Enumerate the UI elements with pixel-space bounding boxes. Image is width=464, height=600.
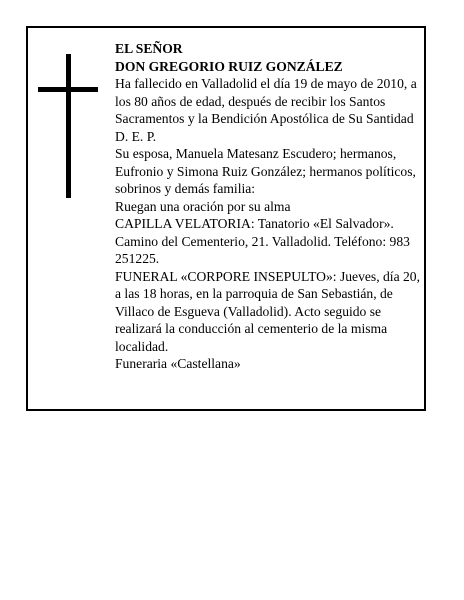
- prayer-request: Ruegan una oración por su alma: [115, 198, 291, 214]
- cross-vertical-bar: [66, 54, 71, 198]
- notice-heading-name: DON GREGORIO RUIZ GONZÁLEZ: [115, 58, 343, 74]
- latin-cross-icon: [38, 54, 98, 198]
- family-members: Su esposa, Manuela Matesanz Escudero; hermanos, Eufronio y Simona Ruiz González; hermanos políticos, sobrinos y demás familia:: [115, 146, 416, 196]
- notice-text: [115, 40, 421, 373]
- notice-heading-title: EL SEÑOR: [115, 41, 183, 56]
- funeral-home: Funeraria «Castellana»: [115, 356, 241, 371]
- funeral-info: FUNERAL «CORPORE INSEPULTO»: Jueves, día 20, a las 18 horas, en la parroquia de San Sebastián, de Villaco de Esgueva (Valladolid). Acto seguido se realizará la conducción al cementerio de la misma localidad.: [115, 268, 420, 354]
- death-announcement: Ha fallecido en Valladolid el día 19 de mayo de 2010, a los 80 años de edad, después de recibir los Santos Sacramentos y la Bendición Apostólica de Su Santidad D. E. P.: [115, 76, 417, 144]
- obituary-notice: [26, 26, 426, 411]
- cross-horizontal-bar: [38, 87, 98, 92]
- chapel-info: CAPILLA VELATORIA: Tanatorio «El Salvador». Camino del Cementerio, 21. Valladolid. Teléfono: 983 251225.: [115, 216, 410, 266]
